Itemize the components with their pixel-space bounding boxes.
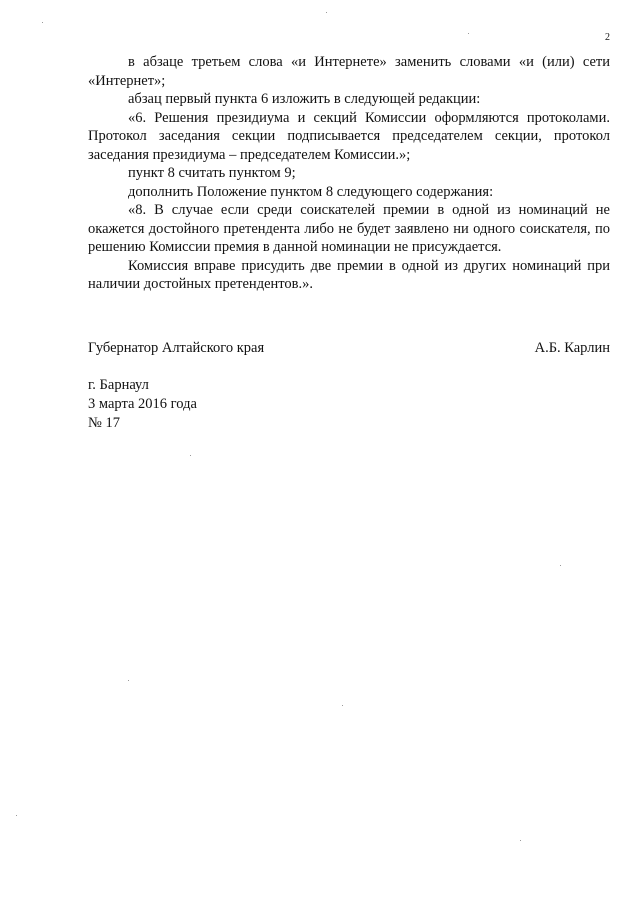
paragraph-point6-intro: абзац первый пункта 6 изложить в следующей редакции:: [128, 91, 481, 107]
scan-speck: [128, 680, 129, 681]
paragraph-internet-amendment: в абзаце третьем слова «и Интернете» заменить словами «и (или) сети «Интернет»;: [88, 54, 610, 89]
scan-speck: [468, 33, 469, 34]
scan-speck: [16, 815, 17, 816]
paragraph-add-point8: дополнить Положение пунктом 8 следующего содержания:: [128, 183, 494, 200]
scan-speck: [190, 455, 191, 456]
scan-speck: [342, 705, 343, 706]
document-number: № 17: [88, 415, 120, 431]
scan-speck: [326, 12, 327, 13]
paragraph-point8-text: «8. В случае если среди соискателей премии в одной из номинаций не окажется достойного претендента либо не будет заявлено ни одного соискателя, по решению Комиссии премия в данной номинации не присуждается.: [88, 202, 610, 255]
page-number: 2: [605, 32, 610, 43]
city: г. Барнаул: [88, 377, 149, 393]
paragraph-two-prizes: Комиссия вправе присудить две премии в одной из других номинаций при наличии достойных претендентов.».: [88, 257, 610, 292]
place-date-block: [88, 376, 197, 433]
scan-speck: [520, 840, 521, 841]
paragraph-point6-text: «6. Решения президиума и секций Комиссии оформляются протоколами. Протокол заседания секции подписывается председателем секции, протокол заседания президиума – председателем Комиссии.»;: [88, 109, 610, 163]
paragraph-renumber: пункт 8 считать пунктом 9;: [128, 165, 296, 181]
document-date: 3 марта 2016 года: [88, 396, 197, 412]
signature-block: [88, 339, 610, 358]
scan-speck: [560, 565, 561, 566]
signatory-position: Губернатор Алтайского края: [88, 340, 265, 356]
document-body: [88, 53, 610, 294]
scan-speck: [42, 22, 43, 23]
signatory-name: А.Б. Карлин: [534, 340, 610, 356]
